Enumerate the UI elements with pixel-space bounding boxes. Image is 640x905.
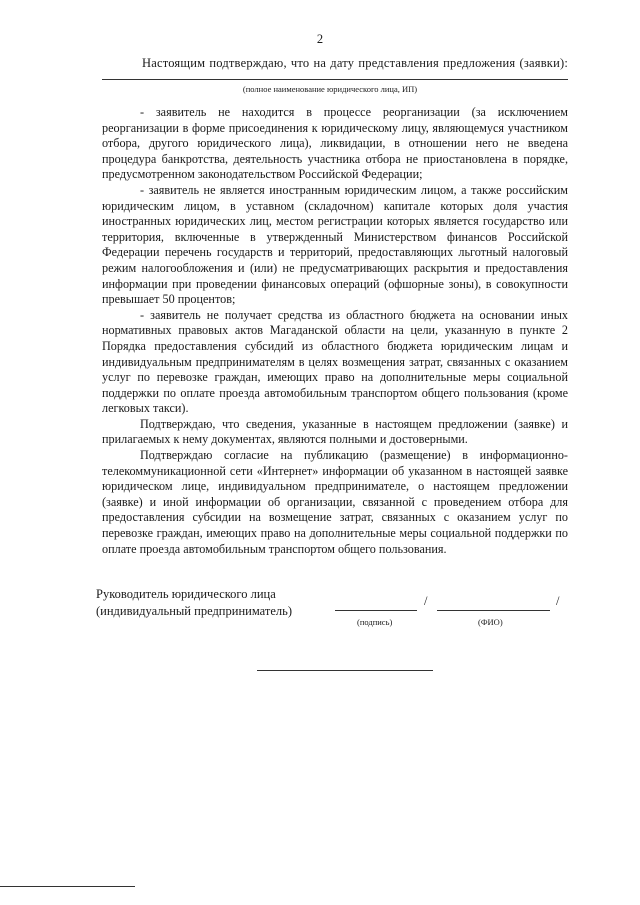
signature-separator: / [424, 594, 428, 608]
signatory-label [96, 586, 292, 620]
paragraph-consent: Подтверждаю согласие на публикацию (размещение) в информационно-телекоммуникационной сети «Интернет» информации об указанном в настоящей заявке юридическом лице, индивидуальном предпринимателе, о настоящем предложении (заявке) и иной информации об организации, связанной с проведением отбора для предоставления субсидии на возмещение затрат, связанных с оказанием услуг по перевозке граждан, имеющих право на дополнительные меры социальной поддержки по оплате проезда автомобильным транспортом общего пользования. [102, 448, 568, 556]
paragraph-confirmation: Подтверждаю, что сведения, указанные в настоящем предложении (заявке) и прилагаемых к нему документах, являются полными и достоверными. [102, 416, 568, 447]
org-name-line [102, 79, 568, 80]
paragraph-budget-funds: - заявитель не получает средства из областного бюджета на основании иных нормативных правовых актов Магаданской области на цели, указанную в пункте 2 Порядка предоставления субсидий из областного бюджета юридическим лицам и индивидуальным предпринимателям в целях возмещения затрат, связанных с оказанием услуг по перевозке граждан, имеющих право на дополнительные меры социальной поддержки по оплате проезда автомобильным транспортом общего пользования (кроме легковых такси). [102, 307, 568, 416]
signature-caption: (подпись) [357, 617, 393, 627]
intro-text: Настоящим подтверждаю, что на дату представления предложения (заявки): [142, 56, 568, 70]
signature-line [335, 610, 417, 611]
paragraph-foreign-entity: - заявитель не является иностранным юридическим лицом, а также российским юридическим лицом, в уставном (складочном) капитале которых доля участия иностранных юридических лиц, местом регистрации которых является государство или территория, включенные в утвержденный Министерством финансов Российской Федерации перечень государств и территорий, предоставляющих льготный налоговый режим налогообложения и (или) не предусматривающих раскрытия и предоставления информации при проведении финансовых операций (офшорные зоны), в совокупности превышает 50 процентов; [102, 182, 568, 307]
full-name-caption: (ФИО) [478, 617, 503, 627]
paragraph-reorganization: - заявитель не находится в процессе реорганизации (за исключением реорганизации в форме присоединения к юридическому лицу, являющемуся участником отбора, другого юридического лица), ликвидации, в отношении него не введена процедура банкротства, деятельность участника отбора не приостановлена в порядке, предусмотренном законодательством Российской Федерации; [102, 105, 568, 182]
signatory-label-line1: Руководитель юридического лица [96, 587, 276, 601]
full-name-separator: / [556, 594, 560, 608]
signatory-label-line2: (индивидуальный предприниматель) [96, 604, 292, 618]
footnote-rule [0, 886, 135, 887]
document-body [102, 105, 568, 557]
full-name-line [437, 610, 550, 611]
org-name-caption: (полное наименование юридического лица, ИП) [242, 84, 418, 94]
closing-rule [257, 670, 433, 671]
page-number: 2 [316, 32, 324, 46]
